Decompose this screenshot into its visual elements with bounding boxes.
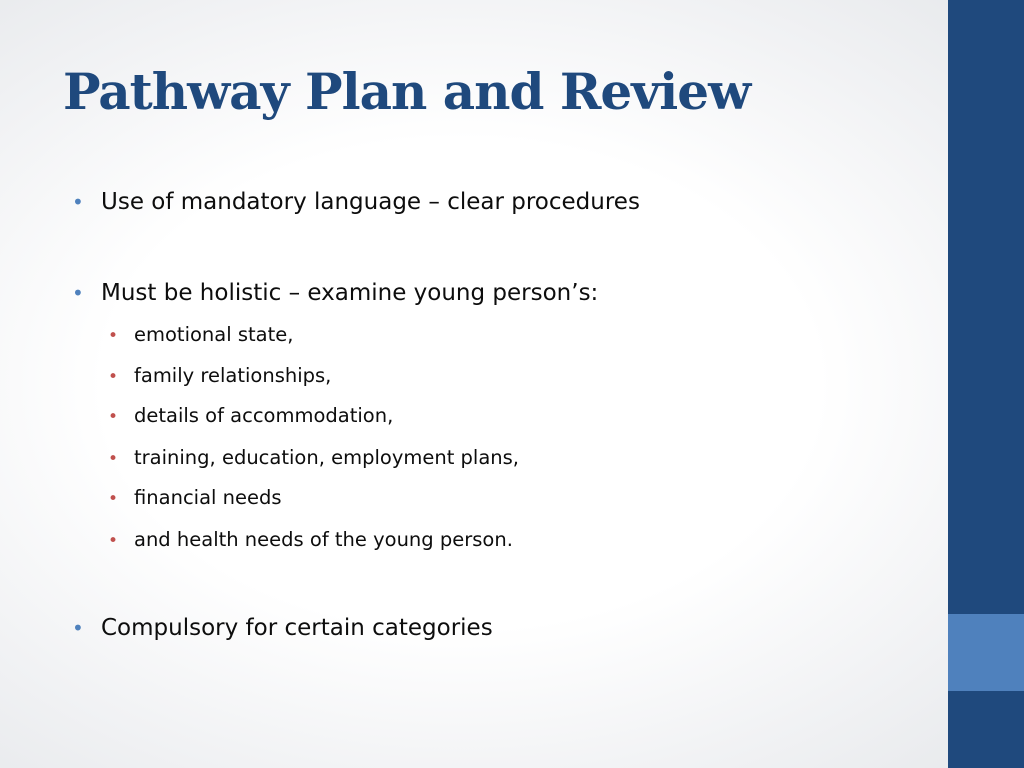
sub-bullet-dot-icon: • [108,407,119,427]
sub-bullet-text: emotional state, [134,323,294,346]
bullet-text: Compulsory for certain categories [101,615,493,641]
sub-bullet-item [108,364,331,387]
bullet-text: Use of mandatory language – clear procedures [101,189,640,215]
bullet-dot-icon: • [72,190,84,214]
sub-bullet-text: and health needs of the young person. [134,528,513,551]
sub-bullet-dot-icon: • [108,449,119,469]
slide-title: Pathway Plan and Review [63,62,751,121]
bullet-text: Must be holistic – examine young person’s: [101,280,599,306]
sub-bullet-item [108,446,519,469]
sub-bullet-dot-icon: • [108,326,119,346]
sub-bullet-text: training, education, employment plans, [134,446,520,469]
bullet-item [72,189,640,215]
sub-bullet-dot-icon: • [108,367,119,387]
sub-bullet-item [108,404,393,427]
sub-bullet-text: family relationships, [134,364,332,387]
sub-bullet-item [108,486,282,509]
bullet-item [72,615,493,641]
sub-bullet-dot-icon: • [108,531,119,551]
sub-bullet-text: details of accommodation, [134,404,394,427]
sub-bullet-item [108,323,293,346]
side-bar-accent-block [948,614,1024,691]
bullet-dot-icon: • [72,616,84,640]
bullet-item [72,280,598,306]
sub-bullet-text: financial needs [134,486,282,509]
sub-bullet-item [108,528,513,551]
bullet-dot-icon: • [72,281,84,305]
sub-bullet-dot-icon: • [108,489,119,509]
